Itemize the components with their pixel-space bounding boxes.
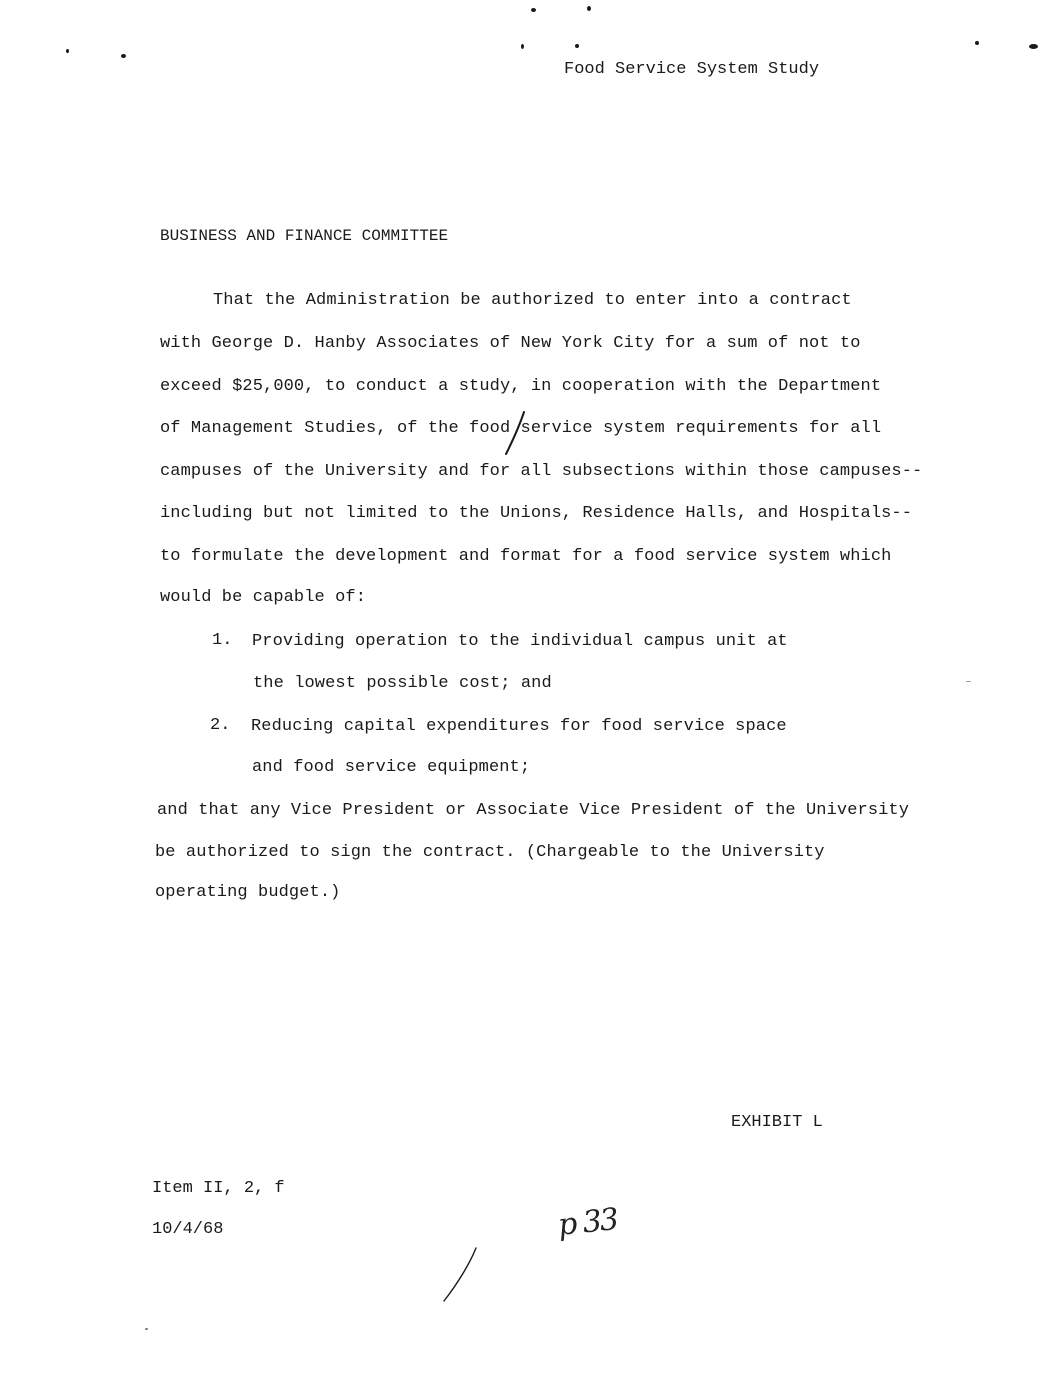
document-title: Food Service System Study	[564, 60, 820, 79]
resolution-line: would be capable of:	[160, 588, 367, 607]
list-item-number: 1.	[212, 631, 233, 650]
list-item-number: 2.	[210, 716, 231, 735]
scan-speck	[121, 54, 126, 58]
scan-speck	[975, 41, 979, 45]
resolution-line: to formulate the development and format for a food service system which	[160, 547, 892, 566]
list-item-text: the lowest possible cost; and	[253, 674, 552, 693]
document-date: 10/4/68	[152, 1220, 224, 1239]
scan-speck	[587, 6, 591, 11]
resolution-line: of Management Studies, of the food service system requirements for all	[160, 419, 882, 438]
resolution-line: campuses of the University and for all subsections within those campuses--	[160, 462, 923, 481]
resolution-line: That the Administration be authorized to enter into a contract	[213, 291, 852, 310]
resolution-line: with George D. Hanby Associates of New York City for a sum of not to	[160, 334, 861, 353]
scan-speck	[66, 49, 69, 53]
resolution-line: operating budget.)	[155, 883, 341, 902]
resolution-line: exceed $25,000, to conduct a study, in cooperation with the Department	[160, 377, 882, 396]
scan-speck	[145, 1328, 148, 1330]
list-item-text: Reducing capital expenditures for food service space	[251, 717, 787, 736]
scan-speck	[531, 8, 536, 12]
resolution-line: and that any Vice President or Associate Vice President of the University	[157, 801, 910, 820]
resolution-line: including but not limited to the Unions, Residence Halls, and Hospitals--	[160, 504, 913, 523]
resolution-line: be authorized to sign the contract. (Chargeable to the University	[155, 843, 825, 862]
handwritten-slash-mark	[500, 410, 530, 458]
list-item-text: and food service equipment;	[252, 758, 531, 777]
list-item-text: Providing operation to the individual campus unit at	[252, 632, 788, 651]
scan-speck	[575, 44, 579, 48]
scan-speck	[966, 681, 971, 682]
scan-speck	[521, 44, 524, 49]
committee-heading: BUSINESS AND FINANCE COMMITTEE	[160, 227, 449, 245]
scan-speck	[1029, 44, 1038, 49]
handwritten-stroke-mark	[438, 1245, 482, 1305]
handwritten-page-note: p 33	[556, 1202, 619, 1243]
exhibit-label: EXHIBIT L	[731, 1113, 823, 1132]
item-reference: Item II, 2, f	[152, 1179, 285, 1198]
